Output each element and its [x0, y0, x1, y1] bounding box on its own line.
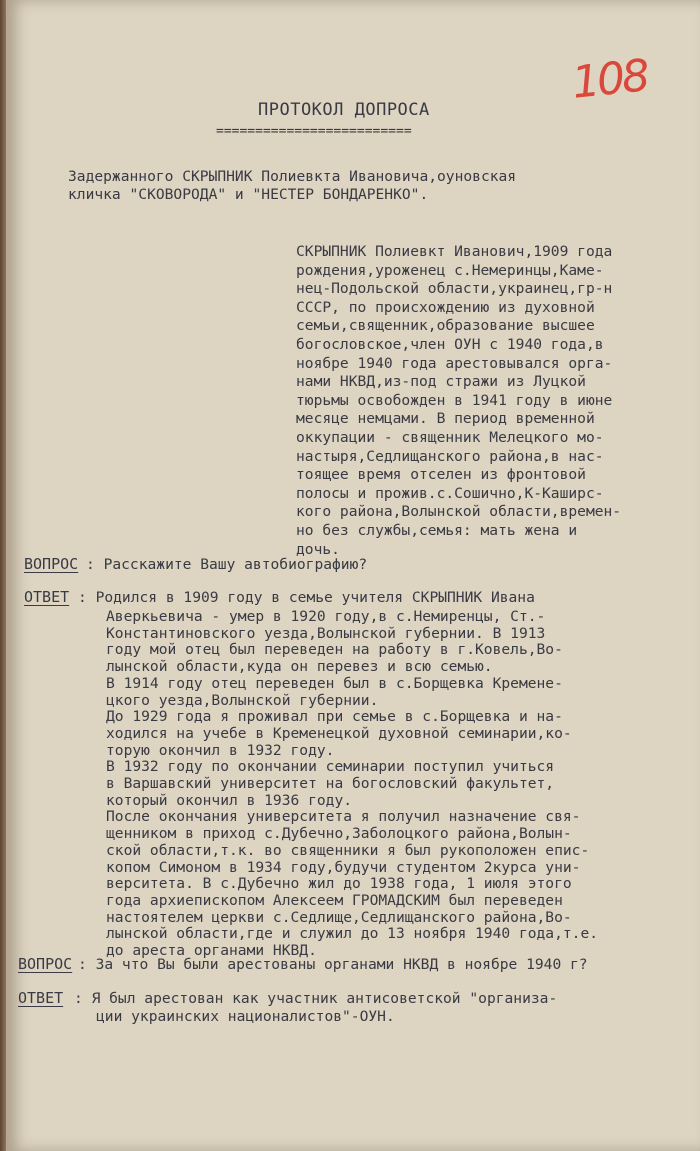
title-underline-rule: ========================= [216, 124, 412, 139]
text-line: кличка "СКОВОРОДА" и "НЕСТЕР БОНДАРЕНКО". [68, 186, 429, 203]
text-line: щенником в приход с.Дубечно,Заболоцкого района,Волын- [106, 825, 572, 843]
text-line: До 1929 года я проживал при семье в с.Борщевка и на- [106, 708, 563, 726]
text-line: ноябре 1940 года арестовывался орга- [296, 354, 613, 372]
text-line: копом Симоном в 1934 году,будучи студентом 2курса уни- [106, 858, 581, 876]
question-text: : Расскажите Вашу автобиографию? [86, 556, 368, 573]
text-line: нец-Подольской области,украинец,гр-н [296, 280, 613, 298]
text-line: но без службы,семья: мать жена и [296, 522, 578, 539]
question-label: ВОПРОС [18, 955, 73, 973]
text-line: тюрьмы освобожден в 1941 году в июне [296, 391, 613, 409]
answer-first-line: : Я был арестован как участник антисоветской "организа- [74, 990, 558, 1007]
text-line: ской области,т.к. во священники я был рукоположен епис- [106, 841, 590, 859]
question-text: : За что Вы были арестованы органами НКВД в ноябре 1940 г? [78, 956, 588, 973]
text-line: Аверкьевича - умер в 1920 году,в с.Немиренцы, Ст.- [106, 608, 546, 625]
text-line: полосы и прожив.с.Сошично,К-Каширс- [296, 484, 604, 502]
text-line: СССР, по происхождению из духовной [296, 298, 595, 316]
text-line: лынской области,куда он перевез и всю семью. [106, 658, 493, 676]
text-line: месяце немцами. В период временной [296, 410, 595, 428]
text-line: дочь. [296, 540, 340, 558]
text-line: в Варшавский университет на богословский факультет, [106, 775, 555, 792]
text-line: семьи,священник,образование высшее [296, 317, 595, 335]
text-line: Задержанного СКРЫПНИК Полиевкта Ивановича,оуновская [68, 168, 517, 185]
text-line: ходился на учебе в Кременецкой духовной семинарии,ко- [106, 724, 572, 742]
text-line: ции украинских националистов"-ОУН. [96, 1008, 395, 1025]
document-title: ПРОТОКОЛ ДОПРОСА [258, 100, 430, 120]
text-line: В 1932 году по окончании семинарии поступил учиться [106, 758, 555, 776]
answer-label: ОТВЕТ [24, 588, 70, 606]
text-line: нами НКВД,из-под стражи из Луцкой [296, 373, 586, 391]
text-line: настыря,Седлищанского района,в нас- [296, 447, 604, 465]
text-line: настоятелем церкви с.Седлище,Седлищанского района,Во- [106, 908, 572, 926]
text-line: В 1914 году отец переведен был в с.Борщевка Кремене- [106, 674, 563, 692]
text-line: рождения,уроженец с.Немеринцы,Каме- [296, 261, 604, 279]
text-line: СКРЫПНИК Полиевкт Иванович,1909 года [296, 243, 613, 260]
document-page [6, 0, 700, 1151]
text-line: до ареста органами НКВД. [106, 942, 317, 959]
text-line: верситета. В с.Дубечно жил до 1938 года, 1 июля этого [106, 875, 572, 893]
text-line: тоящее время отселен из фронтовой [296, 466, 586, 484]
text-line: богословское,член ОУН с 1940 года,в [296, 336, 604, 353]
text-line: году мой отец был переведен на работу в г.Ковель,Во- [106, 641, 563, 659]
question-label: ВОПРОС [24, 555, 79, 573]
text-line: лынской области,где и служил до 13 ноября 1940 года,т.е. [106, 925, 599, 943]
text-line: Константиновского уезда,Волынской губернии. В 1913 [106, 624, 546, 642]
handwritten-page-number: 108 [569, 50, 650, 109]
text-line: После окончания университета я получил назначение свя- [106, 808, 581, 826]
text-line: года архиепископом Алексеем ГРОМАДСКИМ был переведен [106, 891, 563, 909]
text-line: торую окончил в 1932 году. [106, 741, 335, 759]
text-line: оккупации - священник Мелецкого мо- [296, 429, 604, 446]
answer-first-line: : Родился в 1909 году в семье учителя СКРЫПНИК Ивана [78, 589, 535, 606]
text-line: который окончил в 1936 году. [106, 791, 353, 809]
text-line: кого района,Волынской области,времен- [296, 503, 622, 521]
answer-label: ОТВЕТ [18, 989, 64, 1007]
text-line: цкого уезда,Волынской губернии. [106, 691, 379, 709]
